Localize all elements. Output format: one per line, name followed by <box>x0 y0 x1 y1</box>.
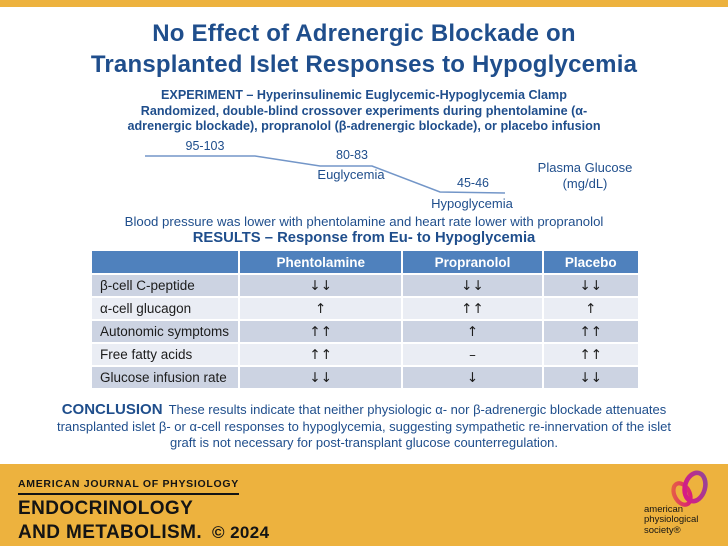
cell-value: ↓↓ <box>544 275 638 296</box>
results-heading: RESULTS – Response from Eu- to Hypoglycemia <box>192 230 536 246</box>
copyright-year: © 2024 <box>212 523 270 542</box>
axis-label-line-2: (mg/dL) <box>562 176 608 191</box>
row-label: Glucose infusion rate <box>92 367 238 388</box>
journal-footer <box>0 464 728 546</box>
cell-value: ↓ <box>403 367 541 388</box>
cell-value: ↑ <box>544 298 638 319</box>
aps-word-line-3: society® <box>644 524 681 536</box>
table-row <box>92 321 638 342</box>
title-line-1: No Effect of Adrenergic Blockade on <box>152 20 576 47</box>
journal-name-line-1: ENDOCRINOLOGY <box>18 498 194 519</box>
cell-value: ↑↑ <box>403 298 541 319</box>
page-title <box>0 18 728 80</box>
experiment-line-2: Randomized, double-blind crossover experiments during phentolamine (α- <box>140 103 588 118</box>
top-accent-bar <box>0 0 728 7</box>
stage3-label: Hypoglycemia <box>431 196 513 211</box>
stage1-range: 95-103 <box>185 139 225 153</box>
aps-logo <box>644 468 710 540</box>
table-row <box>92 344 638 365</box>
table-row <box>92 298 638 319</box>
cell-value: ↑ <box>403 321 541 342</box>
journal-name-line-2: AND METABOLISM. <box>18 522 203 543</box>
conclusion-paragraph <box>44 402 684 452</box>
aps-word-line-1: american <box>644 503 684 515</box>
experiment-summary <box>0 88 728 135</box>
row-label: Free fatty acids <box>92 344 238 365</box>
cell-value: ↓↓ <box>240 367 401 388</box>
aps-wordmark <box>644 505 698 537</box>
cell-value: ↑↑ <box>544 344 638 365</box>
cell-value: ↓↓ <box>544 367 638 388</box>
experiment-line-3: adrenergic blockade), propranolol (β-adrenergic blockade), or placebo infusion <box>127 119 601 133</box>
aps-word-line-2: physiological <box>644 514 699 525</box>
stage2-range: 80-83 <box>336 148 368 162</box>
cell-value: ↓↓ <box>403 275 541 296</box>
hemodynamics-note: Blood pressure was lower with phentolamine and heart rate lower with propranolol <box>124 214 604 229</box>
results-table <box>90 249 640 390</box>
table-row <box>92 367 638 388</box>
cell-value: ↑ <box>240 298 401 319</box>
table-row <box>92 275 638 296</box>
stage2-label: Euglycemia <box>317 167 385 182</box>
axis-label <box>538 160 633 192</box>
cell-value: ↓↓ <box>240 275 401 296</box>
header-placebo: Placebo <box>544 251 638 273</box>
cell-value: ↑↑ <box>240 321 401 342</box>
row-label: α-cell glucagon <box>92 298 238 319</box>
cell-value: ↑↑ <box>544 321 638 342</box>
row-label: β-cell C-peptide <box>92 275 238 296</box>
axis-label-line-1: Plasma Glucose <box>537 160 633 175</box>
journal-series-title: AMERICAN JOURNAL OF PHYSIOLOGY <box>18 478 239 495</box>
cell-value: ↑↑ <box>240 344 401 365</box>
header-propranolol: Propranolol <box>403 251 541 273</box>
row-label: Autonomic symptoms <box>92 321 238 342</box>
header-empty <box>92 251 238 273</box>
header-phentolamine: Phentolamine <box>240 251 401 273</box>
journal-brand <box>18 474 270 543</box>
conclusion-heading: CONCLUSION <box>61 401 163 418</box>
cell-value: – <box>403 344 541 365</box>
stage3-range: 45-46 <box>457 176 489 190</box>
table-header-row <box>92 251 638 273</box>
experiment-line-1: EXPERIMENT – Hyperinsulinemic Euglycemic-Hypoglycemia Clamp <box>161 88 567 102</box>
conclusion-text: These results indicate that neither physiologic α- nor β-adrenergic blockade attenuates transplanted islet β- or α-cell responses to hypoglycemia, suggesting sympathetic re-innervation of the islet graft is not necessary for post-transplant glucose counterregulation. <box>56 402 671 450</box>
title-line-2: Transplanted Islet Responses to Hypoglycemia <box>90 51 638 78</box>
glucose-step-diagram <box>0 135 728 215</box>
